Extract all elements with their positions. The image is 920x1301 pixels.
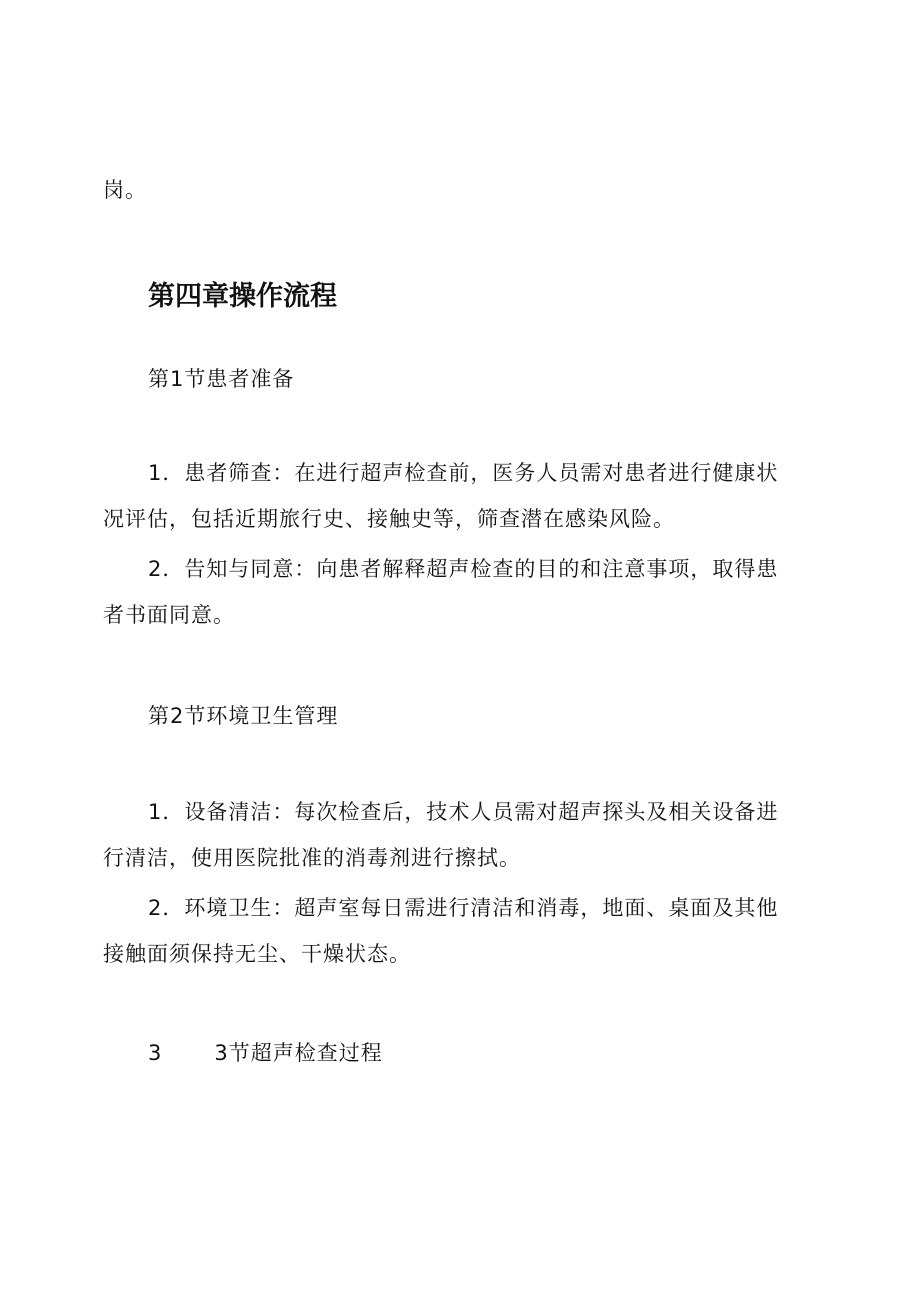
- chapter-title: 第四章操作流程: [148, 281, 337, 312]
- section-3-heading: 3节超声检查过程: [214, 1041, 383, 1065]
- section-2-item-1-line-2: 行清洁，使用医院批准的消毒剂进行擦拭。: [103, 846, 521, 870]
- section-1-heading: 第1节患者准备: [148, 367, 295, 391]
- section-3-heading-row: [148, 1039, 383, 1067]
- section-1-item-1-line-1: 1．患者筛查：在进行超声检查前，医务人员需对患者进行健康状: [148, 461, 779, 485]
- section-2-heading: 第2节环境卫生管理: [148, 704, 339, 728]
- section-2-item-2-line-2: 接触面须保持无尘、干燥状态。: [103, 942, 411, 966]
- section-1-item-2-line-2: 者书面同意。: [103, 603, 235, 627]
- continuation-text: 岗。: [103, 178, 147, 202]
- section-2-item-2-line-1: 2．环境卫生：超声室每日需进行清洁和消毒，地面、桌面及其他: [148, 896, 779, 920]
- section-3-heading-prefix: 3: [148, 1041, 163, 1065]
- section-1-item-1-line-2: 况评估，包括近期旅行史、接触史等，筛查潜在感染风险。: [103, 507, 675, 531]
- section-1-item-2-line-1: 2．告知与同意：向患者解释超声检查的目的和注意事项，取得患: [148, 557, 779, 581]
- section-2-item-1-line-1: 1．设备清洁：每次检查后，技术人员需对超声探头及相关设备进: [148, 800, 779, 824]
